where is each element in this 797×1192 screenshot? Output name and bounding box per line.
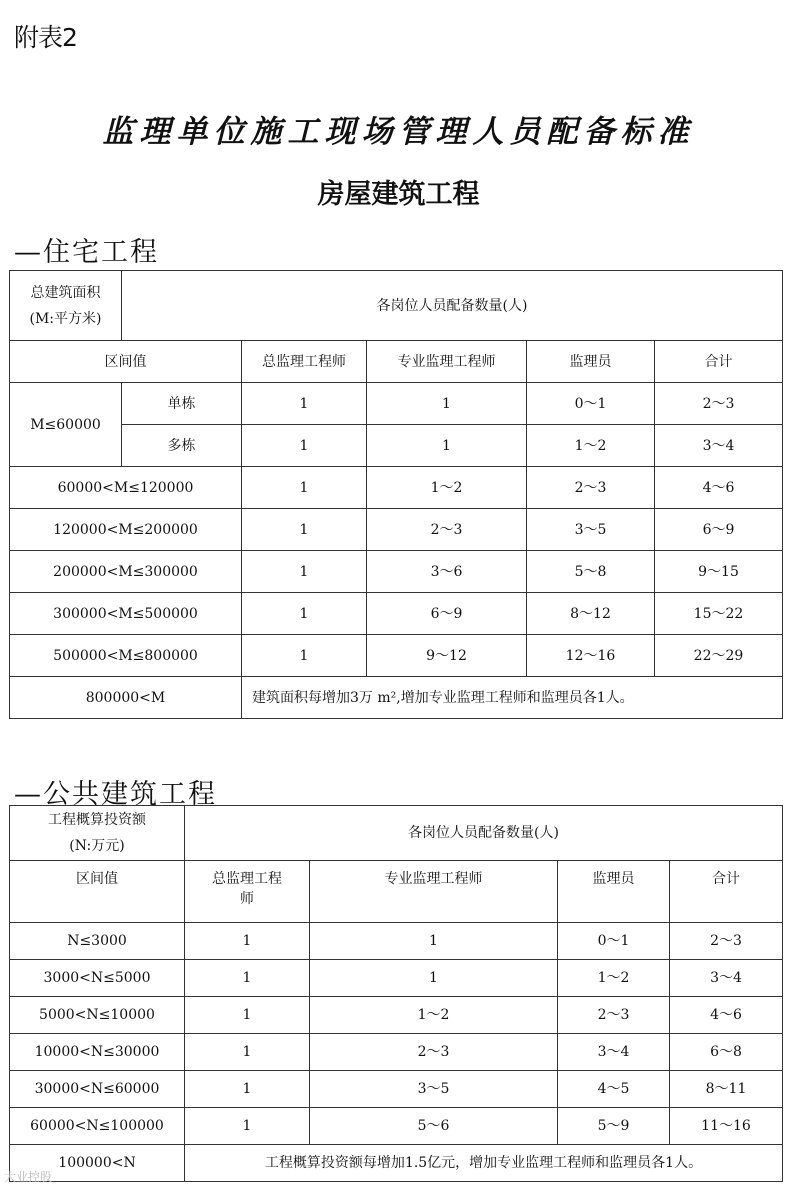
table-row (10, 551, 783, 593)
total-cell: 3～4 (655, 425, 783, 467)
residential-staffing-table (9, 270, 783, 719)
header-personnel-cell: 各岗位人员配备数量(人) (185, 806, 783, 861)
total-cell: 22～29 (655, 635, 783, 677)
inspector-cell: 0～1 (558, 923, 670, 960)
chief-cell: 1 (242, 467, 367, 509)
total-cell: 6～9 (655, 509, 783, 551)
chief-cell: 1 (242, 425, 367, 467)
range-cell: 300000<M≤500000 (10, 593, 242, 635)
range-cell: 100000<N (10, 1145, 185, 1182)
table-row (10, 1108, 783, 1145)
building-type-cell: 多栋 (122, 425, 242, 467)
header-invest-cell (10, 806, 185, 861)
header-invest-label: 工程概算投资额 (48, 812, 146, 828)
total-cell: 6～8 (670, 1034, 783, 1071)
appendix-label: 附表2 (14, 23, 77, 52)
range-cell: 60000<M≤120000 (10, 467, 242, 509)
chief-cell: 1 (185, 1071, 310, 1108)
range-cell: 500000<M≤800000 (10, 635, 242, 677)
total-cell: 2～3 (670, 923, 783, 960)
table-row (10, 1071, 783, 1108)
range-cell: N≤3000 (10, 923, 185, 960)
pro-cell: 1 (310, 960, 558, 997)
range-cell: 5000<N≤10000 (10, 997, 185, 1034)
range-cell: 120000<M≤200000 (10, 509, 242, 551)
table-header-row (10, 271, 783, 341)
table-row (10, 923, 783, 960)
range-cell: 30000<N≤60000 (10, 1071, 185, 1108)
column-header-row (10, 861, 783, 923)
chief-cell: 1 (185, 1034, 310, 1071)
table-row (10, 425, 783, 467)
col-chief-label-line2: 师 (240, 891, 254, 907)
total-cell: 15～22 (655, 593, 783, 635)
table-row (10, 1145, 783, 1182)
pro-cell: 1 (367, 383, 527, 425)
table-row (10, 997, 783, 1034)
col-inspector-header: 监理员 (527, 341, 655, 383)
inspector-cell: 5～8 (527, 551, 655, 593)
chief-cell: 1 (185, 1108, 310, 1145)
table-row (10, 1034, 783, 1071)
public-building-staffing-table (9, 805, 783, 1182)
col-pro-header: 专业监理工程师 (367, 341, 527, 383)
pro-cell: 1 (367, 425, 527, 467)
col-range-header: 区间值 (10, 861, 185, 923)
inspector-cell: 1～2 (527, 425, 655, 467)
pro-cell: 3～6 (367, 551, 527, 593)
col-total-header: 合计 (655, 341, 783, 383)
column-header-row (10, 341, 783, 383)
chief-cell: 1 (242, 509, 367, 551)
range-cell: 10000<N≤30000 (10, 1034, 185, 1071)
chief-cell: 1 (185, 923, 310, 960)
table-row (10, 509, 783, 551)
inspector-cell: 1～2 (558, 960, 670, 997)
range-cell: 800000<M (10, 677, 242, 719)
table-row (10, 635, 783, 677)
inspector-cell: 12～16 (527, 635, 655, 677)
pro-cell: 2～3 (310, 1034, 558, 1071)
table-header-row (10, 806, 783, 861)
pro-cell: 3～5 (310, 1071, 558, 1108)
table-row (10, 593, 783, 635)
col-inspector-header: 监理员 (558, 861, 670, 923)
chief-cell: 1 (242, 593, 367, 635)
inspector-cell: 4～5 (558, 1071, 670, 1108)
inspector-cell: 3～4 (558, 1034, 670, 1071)
page-title: 监理单位施工现场管理人员配备标准 (102, 114, 695, 150)
table-row (10, 677, 783, 719)
pro-cell: 1～2 (310, 997, 558, 1034)
header-area-unit: (M:平方米) (29, 310, 102, 327)
range-cell: 200000<M≤300000 (10, 551, 242, 593)
col-chief-header (185, 861, 310, 923)
pro-cell: 6～9 (367, 593, 527, 635)
total-cell: 9～15 (655, 551, 783, 593)
total-cell: 2～3 (655, 383, 783, 425)
col-total-header: 合计 (670, 861, 783, 923)
total-cell: 11～16 (670, 1108, 783, 1145)
total-cell: 4～6 (670, 997, 783, 1034)
watermark-logo: 大业控股 (4, 1170, 53, 1184)
chief-cell: 1 (185, 960, 310, 997)
building-type-cell: 单栋 (122, 383, 242, 425)
chief-cell: 1 (242, 551, 367, 593)
table-row (10, 383, 783, 425)
inspector-cell: 2～3 (558, 997, 670, 1034)
section-title-residential: —住宅工程 (14, 237, 159, 268)
table-row (10, 467, 783, 509)
range-cell: 60000<N≤100000 (10, 1108, 185, 1145)
col-chief-label-line1: 总监理工程 (212, 871, 282, 887)
increment-note-cell: 建筑面积每增加3万 m²,增加专业监理工程师和监理员各1人。 (242, 677, 783, 719)
inspector-cell: 2～3 (527, 467, 655, 509)
header-area-cell (10, 271, 122, 341)
header-area-label: 总建筑面积 (30, 284, 101, 301)
pro-cell: 1～2 (367, 467, 527, 509)
header-invest-unit: (N:万元) (69, 838, 125, 854)
total-cell: 3～4 (670, 960, 783, 997)
range-cell: M≤60000 (10, 383, 122, 467)
chief-cell: 1 (242, 635, 367, 677)
col-pro-header: 专业监理工程师 (310, 861, 558, 923)
col-range-header: 区间值 (10, 341, 242, 383)
header-personnel-cell: 各岗位人员配备数量(人) (122, 271, 783, 341)
inspector-cell: 3～5 (527, 509, 655, 551)
range-cell: 3000<N≤5000 (10, 960, 185, 997)
total-cell: 8～11 (670, 1071, 783, 1108)
page-subtitle: 房屋建筑工程 (317, 179, 480, 210)
increment-note-cell: 工程概算投资额每增加1.5亿元，增加专业监理工程师和监理员各1人。 (185, 1145, 783, 1182)
pro-cell: 2～3 (367, 509, 527, 551)
inspector-cell: 0～1 (527, 383, 655, 425)
section-title-public: —公共建筑工程 (14, 779, 217, 810)
total-cell: 4～6 (655, 467, 783, 509)
pro-cell: 1 (310, 923, 558, 960)
chief-cell: 1 (242, 383, 367, 425)
col-chief-header: 总监理工程师 (242, 341, 367, 383)
inspector-cell: 5～9 (558, 1108, 670, 1145)
inspector-cell: 8～12 (527, 593, 655, 635)
table-row (10, 960, 783, 997)
pro-cell: 5～6 (310, 1108, 558, 1145)
chief-cell: 1 (185, 997, 310, 1034)
pro-cell: 9～12 (367, 635, 527, 677)
